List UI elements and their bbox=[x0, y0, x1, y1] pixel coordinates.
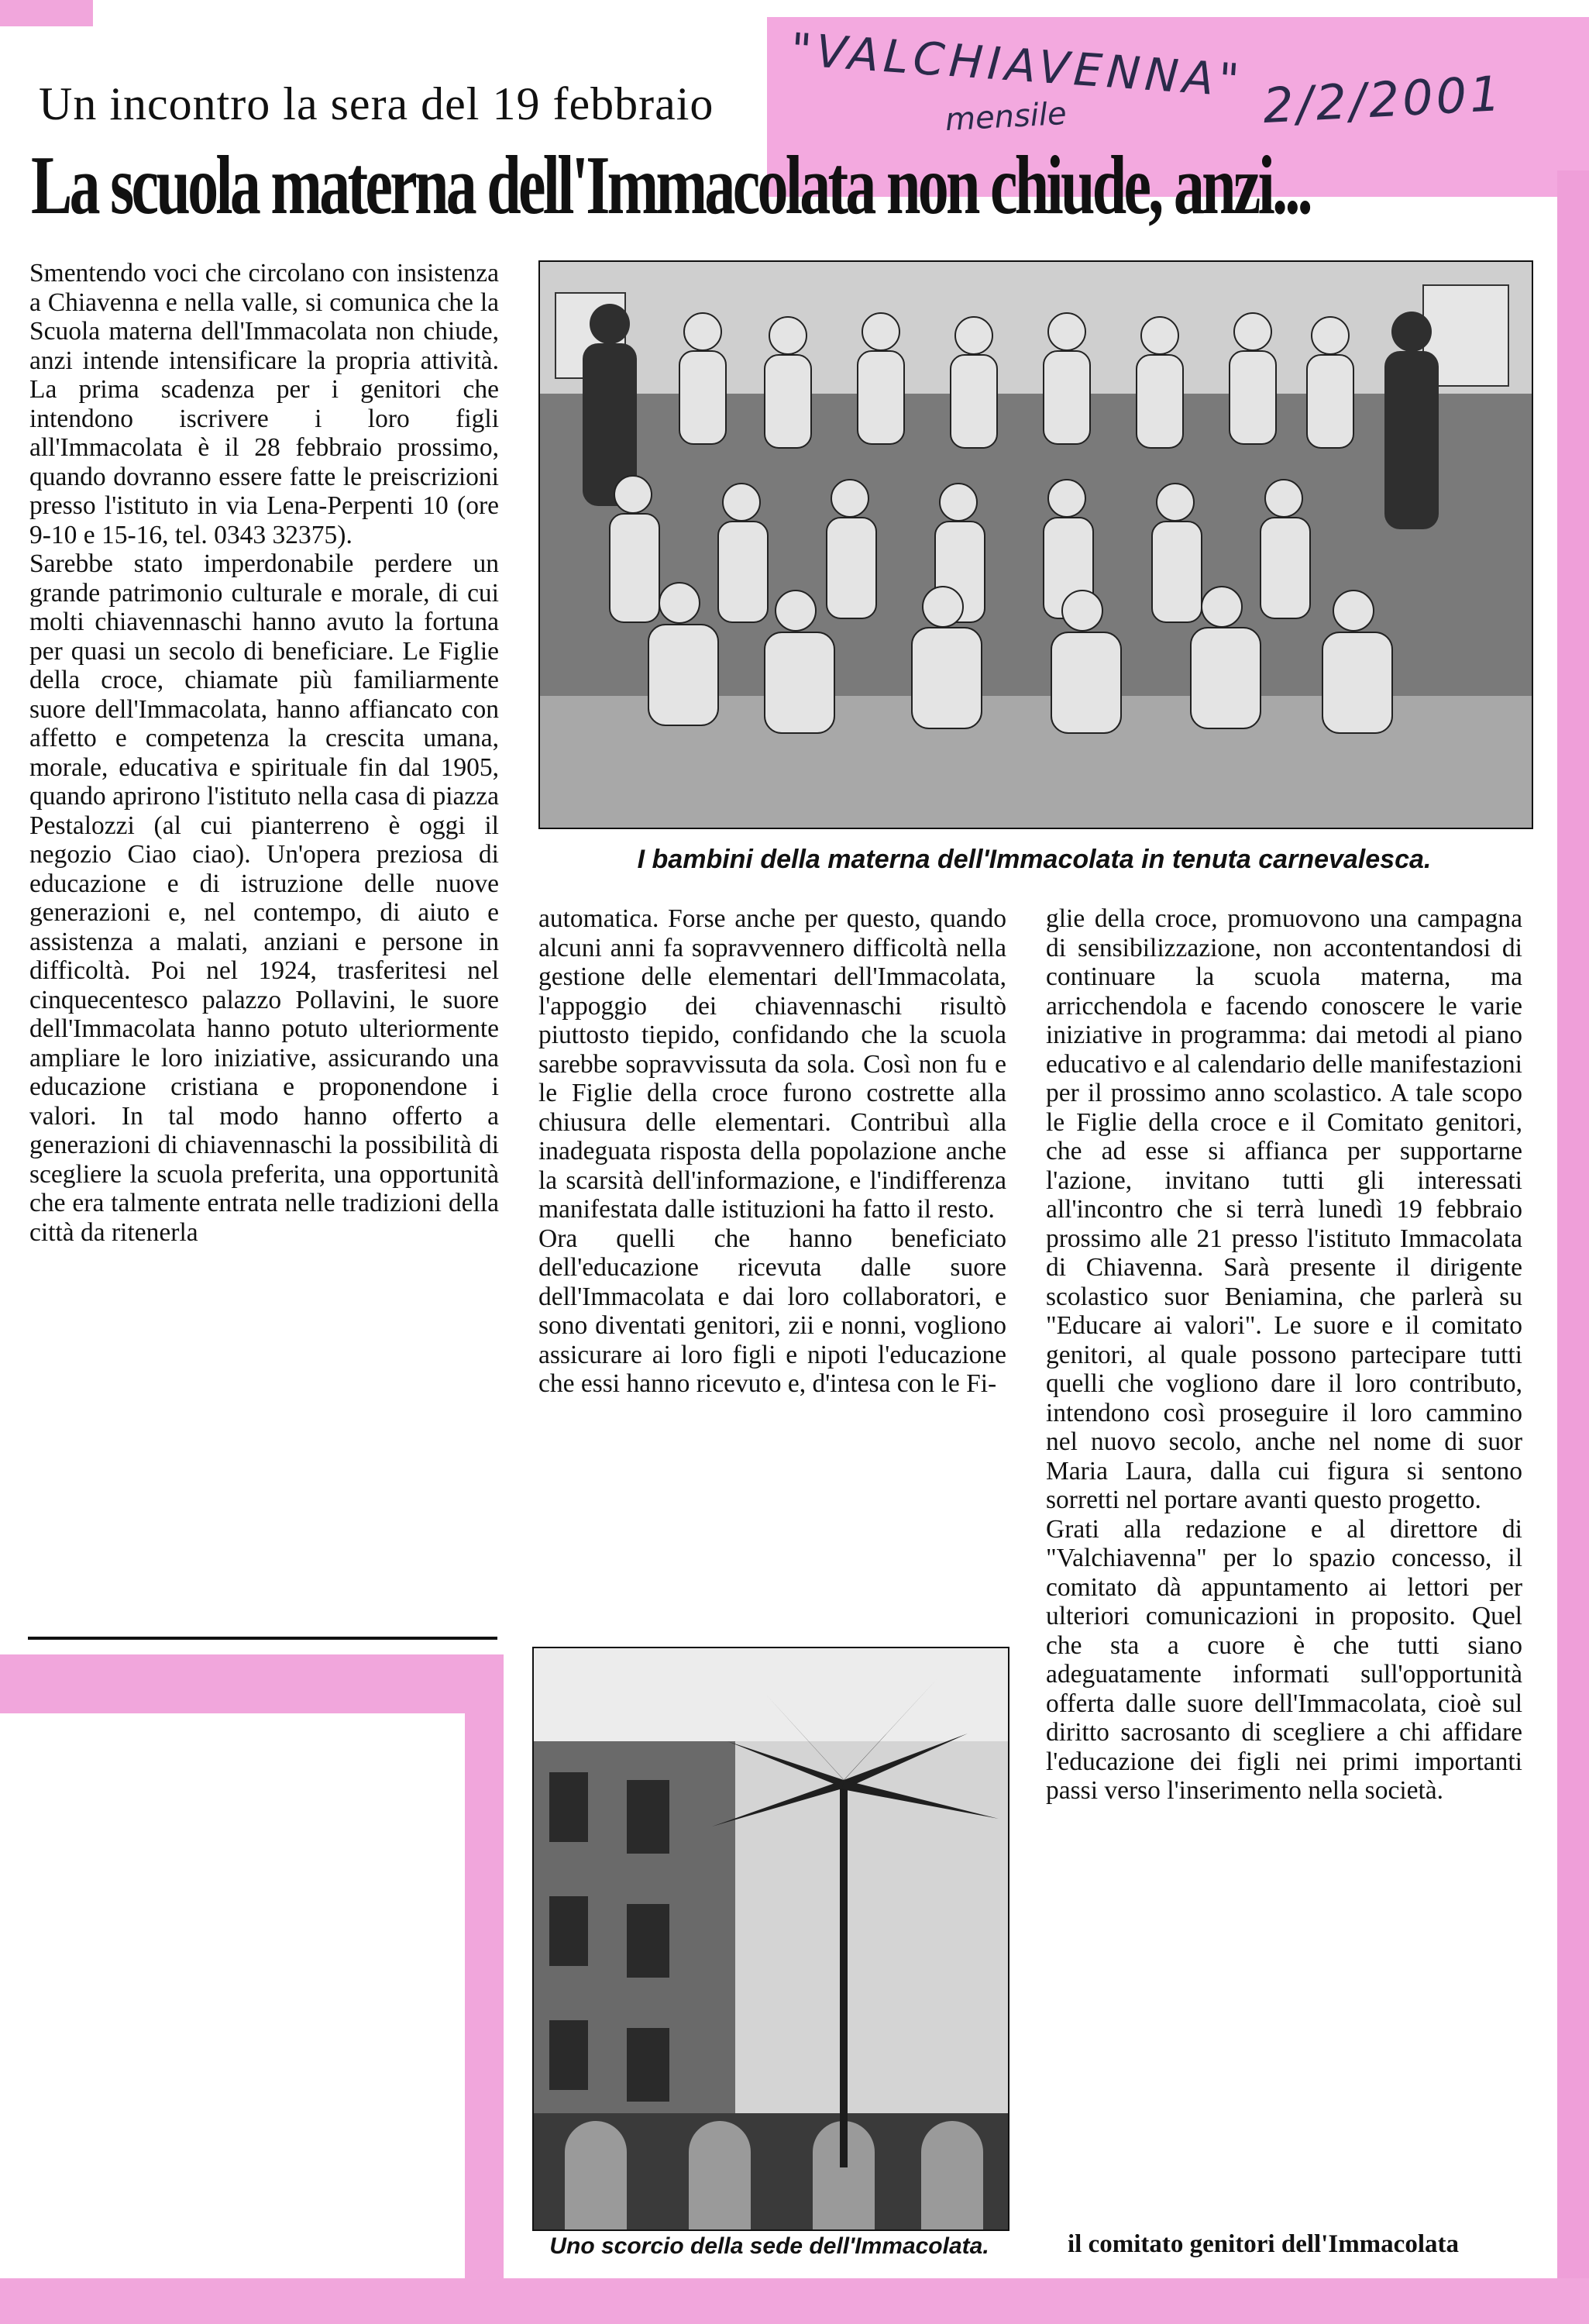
building-photo-caption: Uno scorcio della sede dell'Immacolata. bbox=[549, 2233, 989, 2259]
paragraph: Smentendo voci che circolano con insistenza a Chiavenna e nella valle, si comunica che la Scuola materna dell'Immacolata non chiude, anzi intende intensificare la propria attività. La prima scadenza per i genitori che intendono iscrivere i loro figli all'Immacolata è il 28 febbraio prossimo, quando dovranno essere fatte le preiscrizioni presso l'istituto in via Lena-Perpenti 10 (ore 9-10 e 15-16, tel. 0343 32375). bbox=[29, 259, 499, 549]
class-photo bbox=[538, 260, 1533, 829]
highlighter-strip bbox=[1557, 170, 1589, 2324]
article-kicker: Un incontro la sera del 19 febbraio bbox=[39, 78, 714, 129]
article-headline: La scuola materna dell'Immacolata non chiude, anzi... bbox=[31, 139, 1310, 232]
children-group-illustration bbox=[540, 262, 1532, 828]
paragraph: Grati alla redazione e al direttore di "Valchiavenna" per lo spazio concesso, il comitato dà appuntamento ai lettori per ulteriori comunicazioni in proposito. Quel che sta a cuore è che tutti siano adeguatamente informati sull'opportunità offerta dalle suore dell'Immacolata, cioè sul diritto sacrosanto di scegliere a chi affidare l'educazione dei figli nei primi importanti passi verso l'inserimento nella società. bbox=[1046, 1514, 1522, 1805]
article-column-2 bbox=[538, 904, 1006, 1399]
highlighter-strip bbox=[0, 2278, 1589, 2324]
class-photo-caption: I bambini della materna dell'Immacolata in tenuta carnevalesca. bbox=[637, 845, 1432, 874]
building-courtyard-illustration bbox=[534, 1648, 1008, 2229]
article-column-1 bbox=[29, 259, 499, 1247]
paragraph: glie della croce, promuovono una campagna di sensibilizzazione, non accontentandosi di continuare la scuola materna, ma arricchendola e facendo conoscere le varie iniziative in programma: dai metodi al piano educativo e al calendario delle manifestazioni per il prossimo anno scolastico. A tale scopo le Figlie della croce e il Comitato genitori, che ad esse si affianca per supportarne l'azione, invitano tutti gli interessati all'incontro che si terrà lunedì 19 febbraio prossimo alle 21 presso l'istituto Immacolata di Chiavenna. Sarà presente il dirigente scolastico suor Beniamina, che parlerà su "Educare ai valori". Le suore e il comitato genitori, al quale possono partecipare tutti quelli che vogliono dare il loro contributo, intendono così proseguire il loro cammino nel nuovo secolo, anche nel nome di suor Maria Laura, dalla cui figura si sentono sorretti nel portare avanti questo progetto. bbox=[1046, 904, 1522, 1514]
paragraph: Sarebbe stato imperdonabile perdere un grande patrimonio culturale e morale, di cui molti chiavennaschi hanno avuto la fortuna per quasi un secolo di beneficiare. Le Figlie della croce, chiamate più familiarmente suore dell'Immacolata, hanno affiancato con affetto e competenza la crescita umana, morale, educativa e spirituale fin dal 1905, quando aprirono l'istituto nella casa di piazza Pestalozzi (al cui pianterreno è oggi il negozio Ciao ciao). Un'opera preziosa di educazione e di istruzione delle nuove generazioni e, nel contempo, di aiuto e assistenza a malati, anziani e persone in difficoltà. Poi nel 1924, trasferitesi nel cinquecentesco palazzo Pollavini, le suore dell'Immacolata hanno potuto ulteriormente ampliare le loro iniziative, assicurando una educazione cristiana e proponendone i valori. In tal modo hanno offerto a generazioni di chiavennaschi la possibilità di scegliere la scuola preferita, una opportunità che era talmente entrata nelle tradizioni della città da ritenerla bbox=[29, 549, 499, 1247]
paragraph: automatica. Forse anche per questo, quando alcuni anni fa sopravvennero difficoltà nella gestione delle elementari dell'Immacolata, l'appoggio dei chiavennaschi risultò piuttosto tiepido, confidando che la scuola sarebbe sopravvissuta da sola. Così non fu e le Figlie della croce furono costrette alla chiusura delle elementari. Contribuì alla inadeguata risposta della popolazione anche la scarsità dell'informazione, e l'indifferenza manifestata dalle istituzioni ha fatto il resto. bbox=[538, 904, 1006, 1224]
handwritten-date: 2/2/2001 bbox=[1261, 64, 1505, 135]
paragraph: Ora quelli che hanno beneficiato dell'educazione ricevuta dalle suore dell'Immacolata e dai loro collaboratori, e sono diventati genitori, zii e nonni, vogliono assicurare ai loro figli e nipoti l'educazione che essi hanno ricevuto e, d'intesa con le Fi- bbox=[538, 1224, 1006, 1398]
handwritten-source: "VALCHIAVENNA" bbox=[789, 22, 1246, 108]
article-signature: il comitato genitori dell'Immacolata bbox=[1068, 2230, 1459, 2258]
highlighter-strip bbox=[465, 1654, 504, 2324]
highlighter-strip bbox=[0, 0, 93, 26]
article-column-3 bbox=[1046, 904, 1522, 1806]
column-divider bbox=[28, 1637, 497, 1640]
handwritten-frequency: mensile bbox=[944, 95, 1068, 139]
highlighter-strip bbox=[0, 1654, 496, 1713]
building-photo bbox=[532, 1647, 1009, 2231]
